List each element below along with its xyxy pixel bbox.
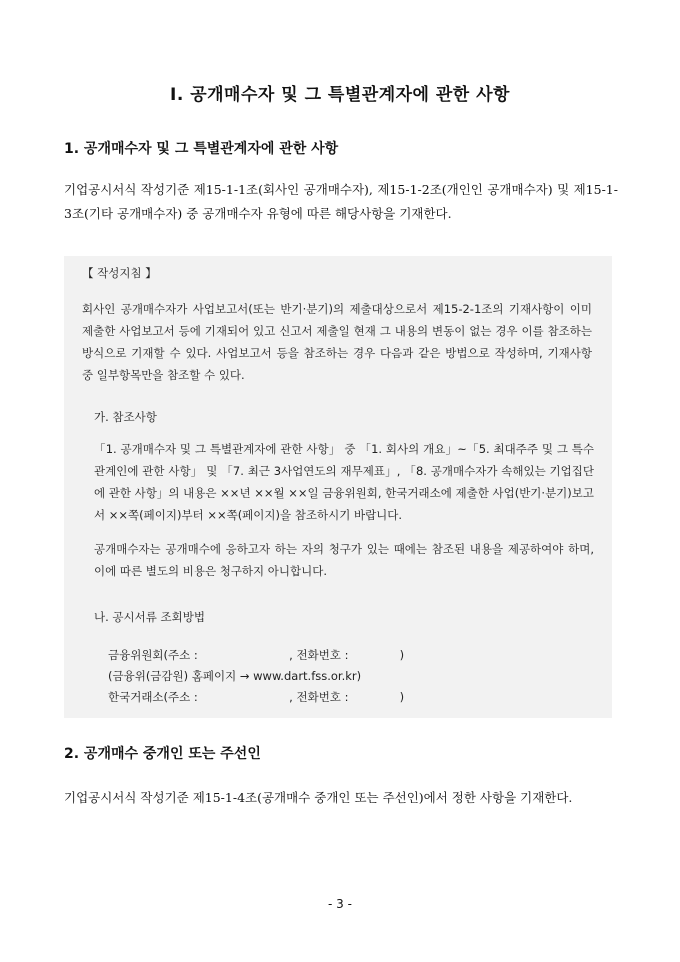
section-2-heading: 2. 공개매수 중개인 또는 주선인 bbox=[64, 746, 261, 762]
lookup-heading: 나. 공시서류 조회방법 bbox=[94, 610, 205, 624]
guideline-label: 【 작성지침 】 bbox=[82, 266, 157, 280]
reference-body: 「1. 공개매수자 및 그 특별관계자에 관한 사항」 중 「1. 회사의 개요」~「5. 최대주주 및 그 특수관계인에 관한 사항」 및 「7. 최근 3사업연도의 재무제표」, 「8. 공개매수자가 속해있는 기업집단에 관한 사항」의 내용은 ××년 ××월 ××일 금융위원회, 한국거래소에 제출한 사업(반기·분기)보고서 ××쪽(페이지)부터 ××쪽(페이지)을 참조하시기 바랍니다. bbox=[94, 442, 594, 522]
page-title: Ⅰ. 공개매수자 및 그 특별관계자에 관한 사항 bbox=[170, 85, 510, 105]
section-1-heading: 1. 공개매수자 및 그 특별관계자에 관한 사항 bbox=[64, 141, 339, 157]
fsc-contact-line: 금융위원회(주소 : , 전화번호 : ) bbox=[108, 648, 405, 662]
section-1-body: 기업공시서식 작성기준 제15-1-1조(회사인 공개매수자), 제15-1-2조(개인인 공개매수자) 및 제15-1-3조(기타 공개매수자) 중 공개매수자 유형에 따른 해당사항을 기재한다. bbox=[64, 182, 618, 221]
guideline-box bbox=[64, 256, 612, 718]
krx-contact-line: 한국거래소(주소 : , 전화번호 : ) bbox=[108, 690, 405, 704]
page-number: - 3 - bbox=[328, 897, 352, 911]
reference-heading: 가. 참조사항 bbox=[94, 410, 157, 424]
guideline-intro: 회사인 공개매수자가 사업보고서(또는 반기·분기)의 제출대상으로서 제15-2-1조의 기재사항이 이미 제출한 사업보고서 등에 기재되어 있고 신고서 제출일 현재 그 내용의 변동이 없는 경우 이를 참조하는 방식으로 기재할 수 있다. 사업보고서 등을 참조하는 경우 다음과 같은 방법으로 작성하며, 기재사항 중 일부항목만을 참조할 수 있다. bbox=[82, 302, 592, 382]
section-2-body: 기업공시서식 작성기준 제15-1-4조(공개매수 중개인 또는 주선인)에서 정한 사항을 기재한다. bbox=[64, 790, 573, 805]
dart-website-line: (금융위(금감원) 홈페이지 → www.dart.fss.or.kr) bbox=[108, 669, 362, 683]
reference-note: 공개매수자는 공개매수에 응하고자 하는 자의 청구가 있는 때에는 참조된 내용을 제공하여야 하며, 이에 따른 별도의 비용은 청구하지 아니합니다. bbox=[94, 542, 594, 578]
